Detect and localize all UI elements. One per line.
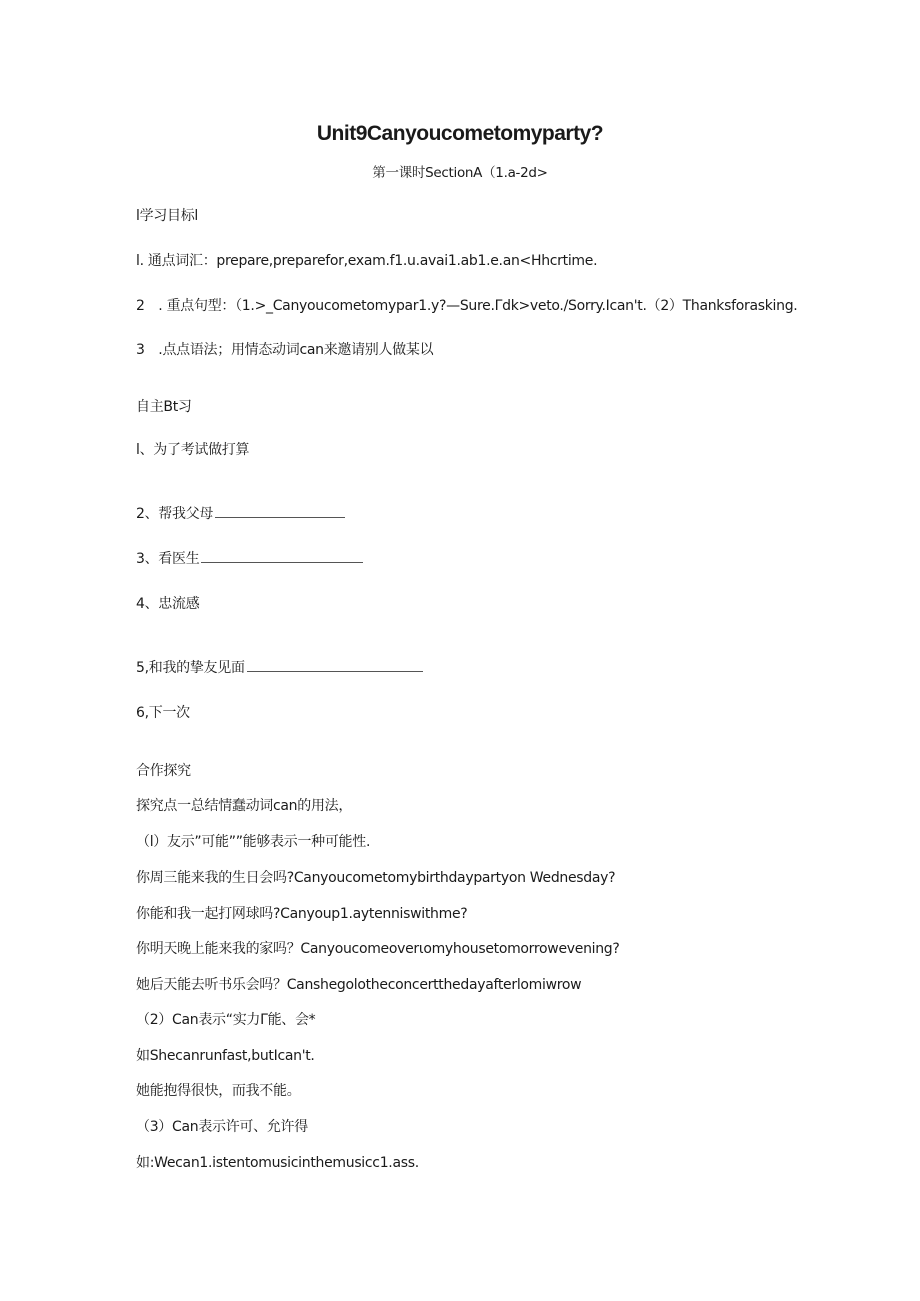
cooperation-line: 你明天晚上能来我的家吗？Canyoucomeoverιomyhousetomorrowevening?: [136, 941, 620, 957]
cooperation-line: 如:Wecan1.istentomusicinthemusicc1.ass.: [136, 1155, 419, 1171]
cooperation-line: 探究点一总结情蠢动词can的用法，: [136, 798, 353, 814]
self-study-item: [136, 503, 345, 523]
self-study-item: 4、忠流感: [136, 596, 200, 612]
answer-blank[interactable]: [215, 503, 345, 518]
self-study-item-text: 5,和我的挚友见面: [136, 660, 245, 676]
cooperation-line: （l）友示”可能””能够表示一种可能性.: [136, 834, 371, 850]
objective-item: 3 .点点语法；用情态动词can来邀请别人做某以: [136, 342, 434, 358]
self-study-item-text: 2、帮我父母: [136, 506, 214, 522]
answer-blank[interactable]: [247, 657, 423, 672]
cooperation-line: 她后天能去听书乐会吗？Canshegolotheconcertthedayafterlomiwrow: [136, 977, 582, 993]
cooperation-line: 你能和我一起打网球吗?Canyoup1.aytenniswithme?: [136, 906, 468, 922]
objective-item: l. 通点词汇：prepare,preparefor,exam.f1.u.avai1.ab1.e.an<Hhcrtime.: [136, 253, 598, 269]
answer-blank[interactable]: [201, 548, 363, 563]
page-subtitle: 第一课时SectionA（1.a-2d>: [372, 165, 548, 181]
cooperation-line: 你周三能来我的生日会吗?Canyoucometomybirthdaypartyon Wednesday?: [136, 870, 616, 886]
cooperation-heading: 合作探究: [136, 763, 191, 779]
cooperation-line: （3）Can表示许可、允许得: [136, 1119, 308, 1135]
cooperation-line: （2）Can表示“实力Γ能、会*: [136, 1012, 316, 1028]
self-study-item: l、为了考试做打算: [136, 442, 250, 458]
self-study-item-text: 3、看医生: [136, 551, 200, 567]
page-title: Unit9Canyoucometomyparty?: [316, 122, 604, 145]
self-study-item: 6,下一次: [136, 705, 190, 721]
self-study-item: [136, 548, 363, 568]
objectives-heading: l学习目标l: [136, 208, 198, 224]
objective-item: 2 . 重点句型：（1.>_Canyoucometomypar1.y?—Sure.Γdk>veto./Sorry.Ican't.（2）Thanksforasking.: [136, 298, 798, 314]
cooperation-line: 她能抱得很快，而我不能。: [136, 1083, 301, 1099]
self-study-item: [136, 657, 423, 677]
cooperation-line: 如Shecanrunfast,butIcan't.: [136, 1048, 315, 1064]
self-study-heading: 自主Bt习: [136, 399, 192, 415]
